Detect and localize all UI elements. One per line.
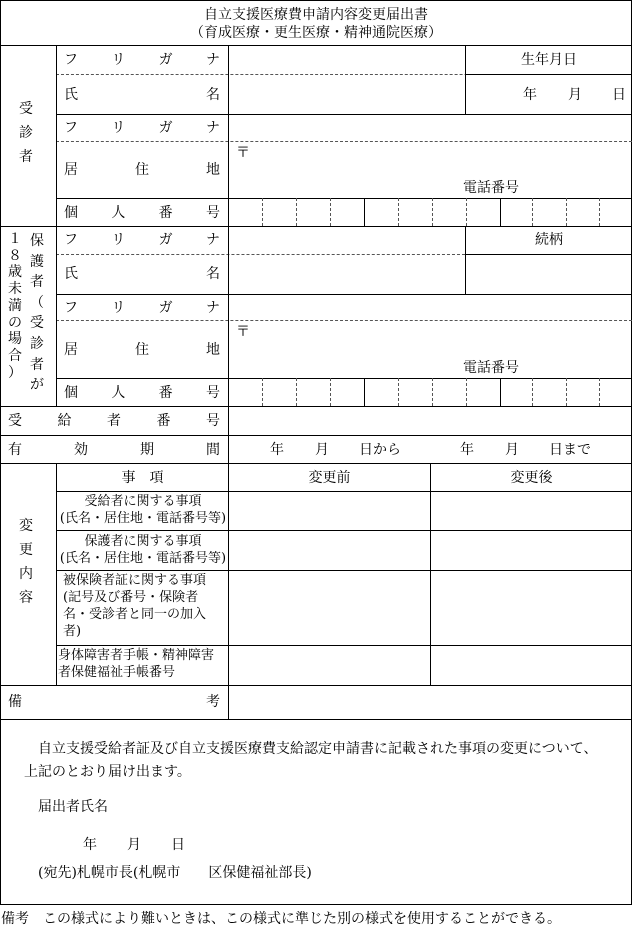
change-guardian-before-field[interactable] — [229, 531, 430, 570]
form-title: 自立支援医療費申請内容変更届出書 — [204, 7, 428, 23]
validity-from-year: 年 — [270, 442, 284, 458]
form-subtitle: （育成医療・更生医療・精神通院医療） — [190, 25, 442, 41]
change-handbook-before-field[interactable] — [229, 646, 430, 685]
guardian-name-field[interactable] — [229, 255, 464, 294]
birthdate-field[interactable] — [466, 75, 631, 114]
footer-note: 備考 この様式により難いときは、この様式に準じた別の様式を使用することができる。 — [1, 911, 561, 927]
validity-label: 有 効 期 間 — [8, 442, 220, 458]
patient-mynumber-label: 個 人 番 号 — [64, 205, 220, 221]
declaration-line-1: 自立支援受給者証及び自立支援医療費支給認定申請書に記載された事項の変更について、 — [38, 741, 598, 757]
guardian-mynumber-label: 個 人 番 号 — [64, 385, 220, 401]
declaration-date-day: 日 — [171, 837, 185, 853]
change-insurance-before-field[interactable] — [229, 571, 430, 645]
validity-to-month: 月 — [505, 442, 519, 458]
applicant-name-label: 届出者氏名 — [38, 799, 108, 815]
recipient-number-label: 受 給 者 番 号 — [8, 413, 220, 429]
patient-furigana-label: フ リ ガ ナ — [64, 52, 220, 68]
declaration-date-month: 月 — [127, 837, 141, 853]
birthdate-year-unit: 年 — [523, 87, 537, 103]
guardian-address-label: 居 住 地 — [64, 342, 220, 358]
validity-field[interactable] — [229, 436, 631, 463]
patient-address-field[interactable] — [229, 142, 631, 198]
changes-header-after: 変更後 — [510, 470, 553, 486]
guardian-furigana-field[interactable] — [229, 227, 464, 254]
patient-address-furigana-field[interactable] — [229, 115, 631, 141]
relation-header: 続柄 — [535, 232, 563, 248]
change-row-guardian: 保護者に関する事項 (氏名・居住地・電話番号等) — [59, 534, 227, 566]
patient-postal-mark: 〒 — [236, 145, 250, 161]
recipient-number-field[interactable] — [229, 407, 631, 435]
change-row-recipient: 受給者に関する事項 (氏名・居住地・電話番号等) — [59, 494, 227, 526]
remarks-field[interactable] — [229, 686, 631, 719]
remarks-label: 備 考 — [8, 694, 220, 710]
guardian-mynumber-field[interactable] — [229, 379, 631, 406]
validity-to-day: 日まで — [549, 442, 591, 458]
declaration-date-year: 年 — [83, 837, 97, 853]
change-handbook-after-field[interactable] — [431, 646, 631, 685]
guardian-phone-label: 電話番号 — [463, 360, 519, 376]
change-row-insurance: 被保険者証に関する事項 (記号及び番号・保険者 名・受診者と同一の加入 者) — [63, 573, 207, 639]
relation-field[interactable] — [466, 255, 631, 294]
change-insurance-after-field[interactable] — [431, 571, 631, 645]
birthdate-month-unit: 月 — [568, 87, 582, 103]
birthdate-header: 生年月日 — [521, 52, 577, 68]
birthdate-day-unit: 日 — [612, 87, 626, 103]
patient-address-furigana-label: フ リ ガ ナ — [64, 120, 220, 136]
guardian-name-label: 氏 名 — [64, 266, 220, 282]
guardian-postal-mark: 〒 — [236, 324, 250, 340]
change-guardian-after-field[interactable] — [431, 531, 631, 570]
changes-section-label: 変 更 内 容 — [19, 518, 33, 606]
guardian-address-furigana-label: フ リ ガ ナ — [64, 300, 220, 316]
patient-name-field[interactable] — [229, 75, 464, 114]
guardian-furigana-label: フ リ ガ ナ — [64, 232, 220, 248]
patient-furigana-field[interactable] — [229, 46, 464, 74]
changes-header-before: 変更前 — [308, 470, 351, 486]
guardian-address-furigana-field[interactable] — [229, 295, 631, 320]
validity-from-month: 月 — [315, 442, 329, 458]
addressee: (宛先)札幌市長(札幌市 区保健福祉部長) — [38, 865, 312, 881]
patient-name-label: 氏 名 — [64, 87, 220, 103]
change-recipient-before-field[interactable] — [229, 492, 430, 530]
applicant-name-field[interactable] — [120, 795, 420, 817]
patient-section-label: 受 診 者 — [19, 101, 33, 165]
declaration-line-2: 上記のとおり届け出ます。 — [24, 764, 191, 780]
guardian-address-field[interactable] — [229, 321, 631, 378]
patient-address-label: 居 住 地 — [64, 162, 220, 178]
validity-to-year: 年 — [460, 442, 474, 458]
patient-phone-label: 電話番号 — [463, 180, 519, 196]
validity-from-day: 日から — [359, 442, 401, 458]
changes-header-item: 事 項 — [121, 470, 164, 486]
patient-mynumber-field[interactable] — [229, 199, 631, 226]
change-recipient-after-field[interactable] — [431, 492, 631, 530]
change-row-handbook: 身体障害者手帳・精神障害 者保健福祉手帳番号 — [58, 648, 215, 680]
